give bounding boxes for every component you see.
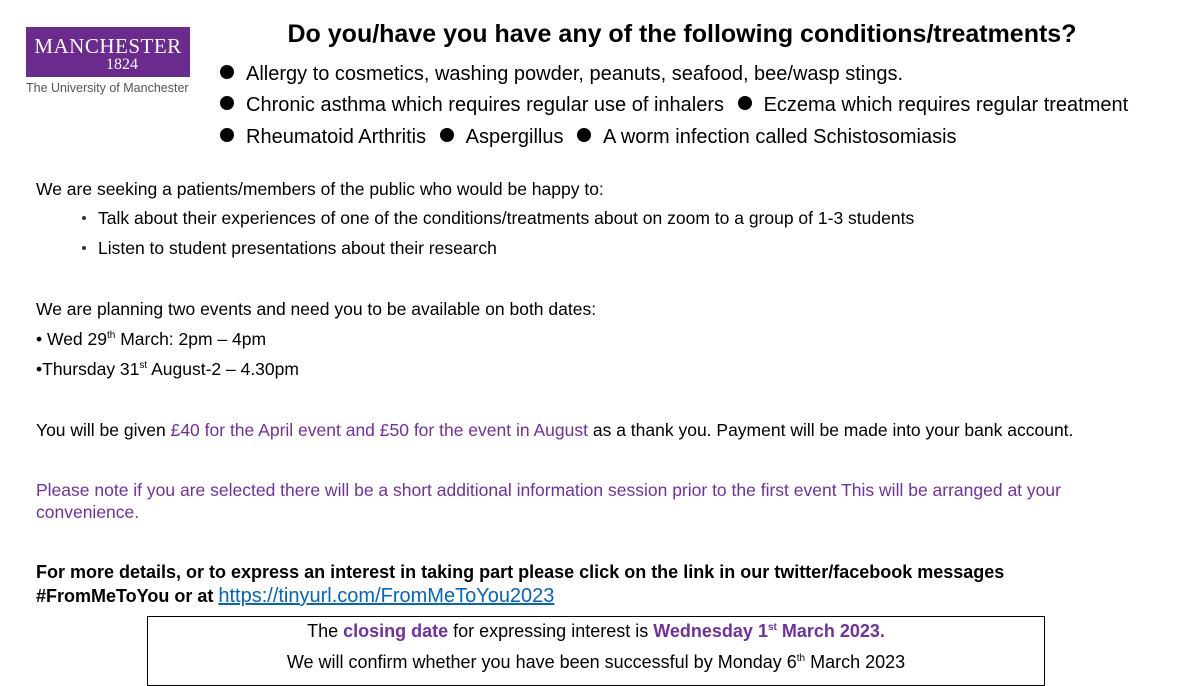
event-date-text: August-2 – 4.30pm <box>147 359 299 379</box>
bullet-icon <box>220 65 234 79</box>
condition-line-3 <box>220 126 957 149</box>
university-logo <box>26 27 190 77</box>
condition-line-2 <box>220 94 1128 117</box>
logo-wordmark: MANCHESTER <box>34 34 182 58</box>
note-line-2: convenience. <box>36 502 140 522</box>
confirmation-text: March 2023 <box>805 652 906 672</box>
bullet-icon <box>220 96 234 110</box>
closing-text: The <box>307 621 344 641</box>
payment-amounts: £40 for the April event and £50 for the event in August <box>170 420 588 440</box>
bullet-icon <box>738 96 752 110</box>
payment-before: You will be given <box>36 420 171 440</box>
condition-item: Eczema which requires regular treatment <box>763 94 1129 116</box>
closing-date-label: closing date <box>343 621 449 641</box>
seeking-bullet <box>82 238 497 259</box>
event-date-text: •Thursday 31 <box>36 359 140 379</box>
closing-date-value: Wednesday 1st March 2023. <box>653 621 885 641</box>
signup-link[interactable]: https://tinyurl.com/FromMeToYou2023 <box>218 585 555 607</box>
logo-subtitle: The University of Manchester <box>26 81 189 95</box>
closing-date-box <box>147 616 1045 686</box>
page-title: Do you/have you have any of the following conditions/treatments? <box>287 20 1077 48</box>
confirmation-line <box>148 652 1044 673</box>
events-intro: We are planning two events and need you to be available on both dates: <box>36 299 597 319</box>
details-line-2 <box>36 584 1166 608</box>
ordinal-suffix: th <box>796 653 806 664</box>
seeking-bullet-text: Listen to student presentations about their research <box>98 238 497 258</box>
condition-line-1 <box>220 63 903 86</box>
closing-date-line <box>148 621 1044 642</box>
bullet-icon <box>440 128 454 142</box>
bullet-icon <box>82 246 86 250</box>
note-line-1: Please note if you are selected there will be a short additional information session prior to the first event This will be arranged at your <box>36 480 1061 500</box>
condition-item: Chronic asthma which requires regular use of inhalers <box>246 94 725 116</box>
bullet-icon <box>82 216 86 220</box>
seeking-intro: We are seeking a patients/members of the public who would be happy to: <box>36 179 604 199</box>
condition-item: Rheumatoid Arthritis <box>246 126 427 148</box>
seeking-bullet-text: Talk about their experiences of one of the conditions/treatments about on zoom to a group of 1-3 students <box>98 208 915 228</box>
condition-item: A worm infection called Schistosomiasis <box>603 126 957 148</box>
hashtag-text: #FromMeToYou or at <box>36 586 219 606</box>
ordinal-suffix: th <box>106 330 116 341</box>
event-date-2 <box>36 358 299 380</box>
event-date-1 <box>36 328 266 350</box>
details-text <box>36 560 1166 608</box>
event-date-text: • Wed 29 <box>36 329 107 349</box>
payment-after: as a thank you. Payment will be made into your bank account. <box>587 420 1074 440</box>
condition-item: Allergy to cosmetics, washing powder, peanuts, seafood, bee/wasp stings. <box>246 63 904 85</box>
seeking-bullet <box>82 208 914 229</box>
payment-text <box>36 419 1073 441</box>
closing-text: for expressing interest is <box>448 621 654 641</box>
bullet-icon <box>577 128 591 142</box>
event-date-text: March: 2pm – 4pm <box>115 329 267 349</box>
bullet-icon <box>220 128 234 142</box>
confirmation-text: We will confirm whether you have been successful by Monday 6 <box>286 652 797 672</box>
details-line-1: For more details, or to express an interest in taking part please click on the link in our twitter/facebook messages <box>36 562 1005 582</box>
logo-year: 1824 <box>106 56 138 73</box>
condition-item: Aspergillus <box>465 126 564 148</box>
ordinal-suffix: st <box>139 360 148 371</box>
